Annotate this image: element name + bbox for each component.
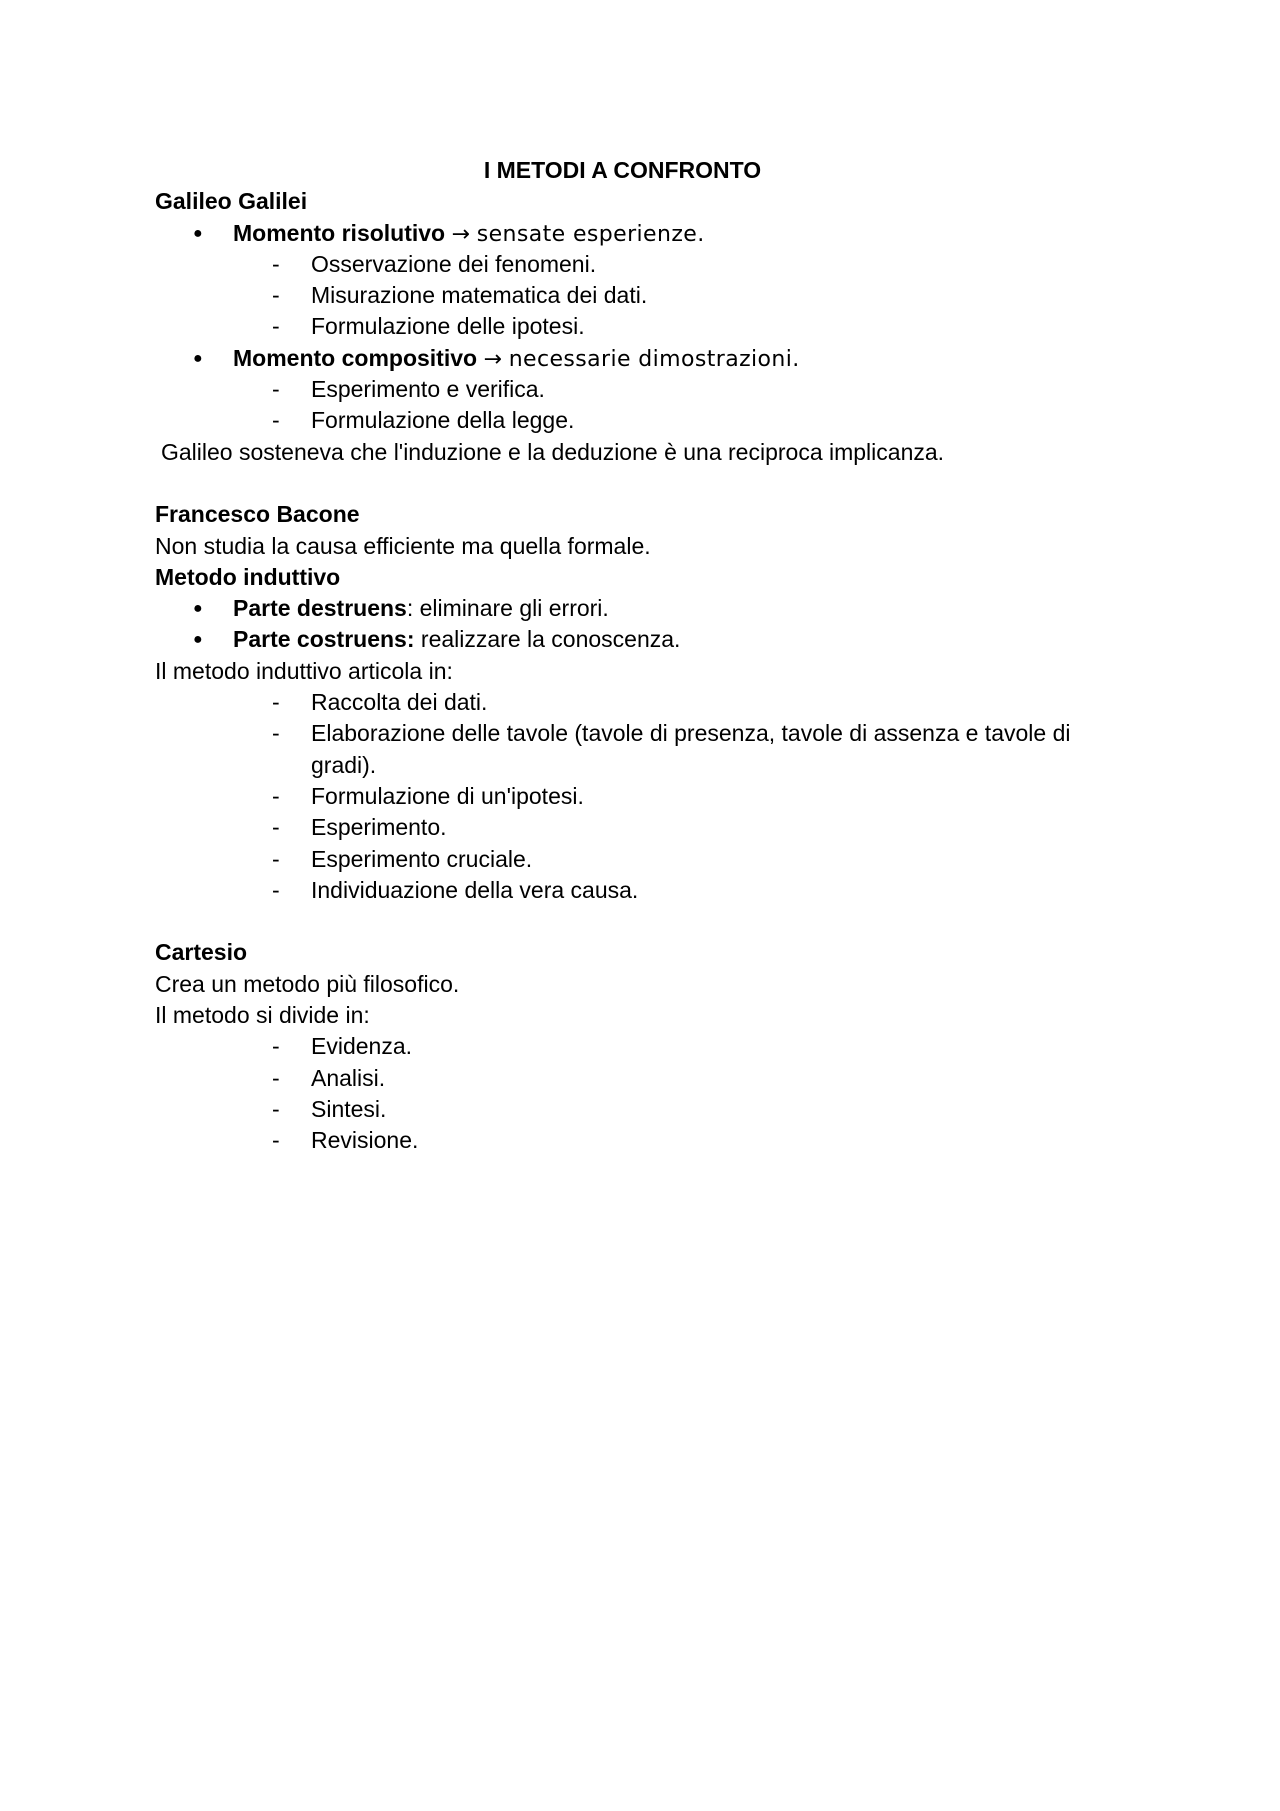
bacone-part-1: [155, 593, 1115, 624]
list-item: [155, 1125, 1115, 1156]
galileo-heading: Galileo Galilei: [155, 188, 308, 215]
galileo-conclusion: Galileo sosteneva che l'induzione e la deduzione è una reciproca implicanza.: [161, 438, 945, 465]
bacone-heading: Francesco Bacone: [155, 501, 360, 528]
list-item-text: Misurazione matematica dei dati.: [311, 282, 648, 309]
cartesio-intro: Crea un metodo più filosofico.: [155, 970, 460, 997]
list-item-text: Formulazione di un'ipotesi.: [311, 782, 584, 809]
list-item: [155, 875, 1115, 906]
dash-marker: -: [272, 313, 280, 340]
list-item-text: Evidenza.: [311, 1033, 413, 1060]
list-item-text: Osservazione dei fenomeni.: [311, 250, 597, 277]
spacer: [155, 906, 1115, 937]
list-item: [155, 1094, 1115, 1125]
list-item-text: Formulazione della legge.: [311, 407, 575, 434]
dash-marker: -: [272, 720, 280, 747]
dash-marker: -: [272, 250, 280, 277]
galileo-moment-2: [155, 343, 1115, 374]
list-item: [155, 374, 1115, 405]
list-item-text: Analisi.: [311, 1064, 386, 1091]
dash-marker: -: [272, 1095, 280, 1122]
list-item-text: Individuazione della vera causa.: [311, 876, 639, 903]
list-item-text: Raccolta dei dati.: [311, 689, 488, 716]
dash-marker: -: [272, 876, 280, 903]
list-item: [155, 718, 1115, 781]
list-item-text: Esperimento cruciale.: [311, 845, 533, 872]
galileo-moment-1: [155, 218, 1115, 249]
document-content: [155, 155, 1115, 1157]
part-text: realizzare la conoscenza.: [414, 626, 681, 653]
dash-marker: -: [272, 1127, 280, 1154]
spacer: [155, 468, 1115, 499]
list-item: [155, 687, 1115, 718]
list-item: [155, 405, 1115, 436]
list-item: [155, 781, 1115, 812]
arrow-icon: →: [451, 221, 471, 247]
document-title: I METODI A CONFRONTO: [483, 157, 762, 183]
dash-marker: -: [272, 814, 280, 841]
bacone-intro: Non studia la causa efficiente ma quella formale.: [155, 532, 651, 559]
moment-label: Momento risolutivo: [233, 219, 446, 246]
articulation-intro: Il metodo induttivo articola in:: [155, 657, 453, 684]
part-label: Parte costruens:: [233, 626, 415, 653]
moment-desc: sensate esperienze.: [476, 221, 705, 247]
list-item-text: Esperimento.: [311, 814, 447, 841]
bacone-part-2: [155, 624, 1115, 655]
method-heading: Metodo induttivo: [155, 563, 341, 590]
list-item: [155, 311, 1115, 342]
cartesio-divide-intro: Il metodo si divide in:: [155, 1002, 370, 1029]
part-label: Parte destruens: [233, 595, 407, 622]
arrow-icon: →: [483, 346, 503, 372]
bullet-marker: ●: [193, 600, 203, 618]
dash-marker: -: [272, 282, 280, 309]
dash-marker: -: [272, 782, 280, 809]
dash-marker: -: [272, 376, 280, 403]
list-item-text: Elaborazione delle tavole (tavole di presenza, tavole di assenza e tavole di gradi).: [311, 720, 1071, 778]
dash-marker: -: [272, 845, 280, 872]
dash-marker: -: [272, 1064, 280, 1091]
list-item: [155, 844, 1115, 875]
list-item: [155, 812, 1115, 843]
bullet-marker: ●: [193, 224, 203, 242]
part-sep: :: [406, 595, 414, 622]
list-item: [155, 280, 1115, 311]
part-text: eliminare gli errori.: [413, 595, 609, 622]
moment-desc: necessarie dimostrazioni.: [508, 346, 800, 372]
dash-marker: -: [272, 1033, 280, 1060]
list-item-text: Esperimento e verifica.: [311, 376, 545, 403]
list-item: [155, 1031, 1115, 1062]
list-item: [155, 1063, 1115, 1094]
bullet-marker: ●: [193, 631, 203, 649]
dash-marker: -: [272, 689, 280, 716]
moment-label: Momento compositivo: [233, 344, 478, 371]
bullet-marker: ●: [193, 349, 203, 367]
list-item-text: Sintesi.: [311, 1095, 387, 1122]
list-item: [155, 249, 1115, 280]
dash-marker: -: [272, 407, 280, 434]
list-item-text: Revisione.: [311, 1127, 419, 1154]
cartesio-heading: Cartesio: [155, 939, 248, 966]
list-item-text: Formulazione delle ipotesi.: [311, 313, 585, 340]
